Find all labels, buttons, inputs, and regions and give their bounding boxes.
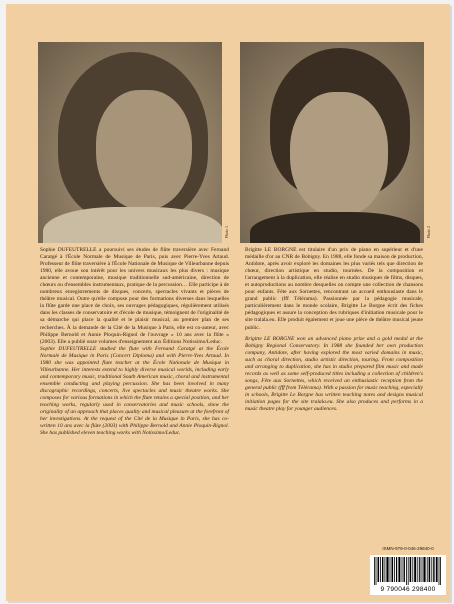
- portrait-photo-right: [240, 42, 424, 243]
- photo-credit-right: Photo 2: [426, 226, 431, 239]
- ismn-label: ISMN-979-0-046-29840-0: [382, 546, 434, 551]
- barcode-bars: [373, 557, 443, 585]
- biography-left-english: Sophie DUFEUTRELLE studied the flute with Fernand Caratgé at the École Normale de Musique in Paris (Concert Diploma) and with Pierre-Yves Artaud. In 1980 she was appointed flute teacher at the École Nationale de Musique in Villeurbanne. Her interests extend to highly diverse musical worlds, including early and contemporary music, traditional South American music, choral and instrumental ensemble conducting and playing percussion. She has been involved in many discographic recordings, concerts, live spectacles and music theatre works. She composes for various formations in which the flute retains a special position, and her teaching works, regularly used in conservatories and music schools, show the originality of an approach that places quality and musical pleasure at the forefront of her investigations. At the request of the Cité de la Musique in Paris, she has co-written 10 ans avec la flûte (2003) with Philippe Bernold and Annie Ploquin-Rignol. She has published eleven teaching works with Notissimo/Leduc.: [40, 345, 229, 437]
- biography-left-french: Sophie DUFEUTRELLE a poursuivi ses études de flûte traversière avec Fernand Caratgé à l'École Normale de Musique de Paris, puis avec Pierre-Yves Artaud. Professeur de flûte traversière à l'École Nationale de Musique de Villeurbanne depuis 1980, elle avoue son intérêt pour les univers musicaux les plus divers : musique ancienne et contemporaine, musique traditionnelle sud-américaine, direction de chœurs ou d'ensembles instrumentaux, pratique de la percussion… Elle participe à de nombreux enregistrements de disques, concerts, spectacles vivants et pièces de théâtre musical. Outre qu'elle compose pour des formations diverses dans lesquelles la flûte garde une place de choix, ses ouvrages pédagogiques, régulièrement utilisés dans les classes de conservatoire et d'école de musique, témoignent de l'originalité de sa démarche qui place la qualité et le plaisir musical, au premier plan de ses recherches. À la demande de la Cité de la Musique à Paris, elle est co-auteur, avec Philippe Bernold et Annie Ploquin-Rignol de l'ouvrage « 10 ans avec la flûte » (2003). Elle a publié onze volumes d'enseignement aux Éditions Notissimo/Leduc.: [40, 247, 229, 345]
- biography-right-column: [245, 247, 423, 413]
- biography-right-french: Brigitte LE BORGNE est titulaire d'un prix de piano en supérieur et d'une médaille d'or au CNR de Bobigny. En 1988, elle fonde sa maison de production, Antidote, après avoir exploré les domaines les plus variés tels que direction de chœur, direction artistique en studio, tournées. De la composition et l'arrangement à la duplication, elle réalise en studio musiques de films, disques, et autoproductions au nombre desquelles on compte une collection de chansons pour enfants. Fête aux Sornettes, rencontrant un accueil enthousiaste dans le grand public (fff Télérama). Passionnée par la pédagogie musicale, particulièrement dans le monde scolaire, Brigitte Le Borgne écrit des fiches pédagogiques et assure la conception des rubriques d'initiation musicale pour le site tralala.eu. Elle produit également et joue une pièce de théâtre musical jeune public.: [245, 247, 423, 331]
- photo-credit-left: Photo 1: [224, 226, 229, 239]
- portrait-photo-left: [38, 42, 222, 243]
- barcode-digits: 9 790046 298400: [380, 586, 436, 593]
- book-back-cover: [6, 4, 450, 601]
- biography-right-english: Brigitte LE BORGNE won an advanced piano prize and a gold medal at the Bobigny Regional Conservatory. In 1988 she founded her own production company, Antidote, after having explored the most varied domains in music, such as choral direction, studio artistic direction, touring. From composition and arranging to duplication, she has in studio prepared film music and made records as well as some self-produced titles including a collection of children's songs, Fête aux Sornettes, which received an enthusiastic reception from the general public (fff from Télérama). With a passion for music teaching, especially in schools, Brigitte Le Borgne has written teaching notes and designs musical initiation pages for the site tralala.eu. She also produces and performs in a music theatre play for younger audiences.: [245, 335, 423, 413]
- barcode: [370, 555, 446, 595]
- biography-left-column: [40, 247, 229, 437]
